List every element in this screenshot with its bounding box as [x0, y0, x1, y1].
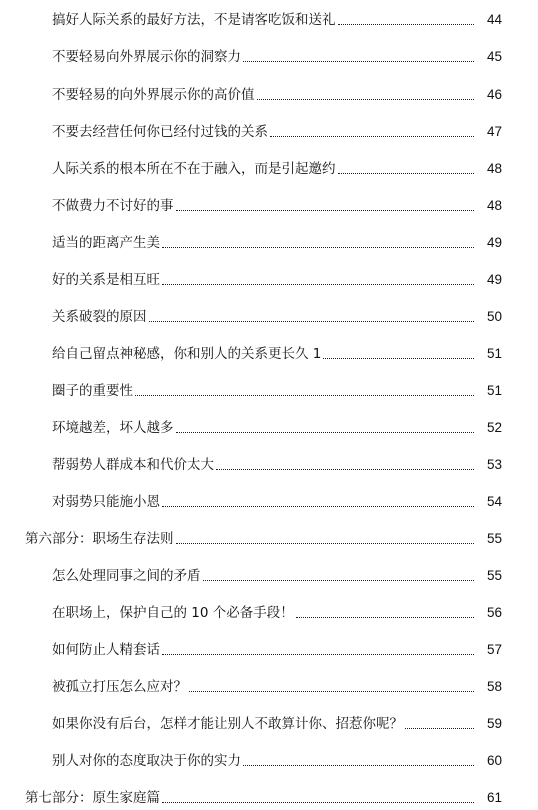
toc-dot-leader — [323, 358, 474, 359]
toc-entry-page: 59 — [486, 716, 502, 731]
toc-entry[interactable] — [0, 190, 538, 214]
toc-entry-title: 环境越差，坏人越多 — [52, 420, 174, 436]
toc-entry[interactable] — [0, 301, 538, 325]
toc-entry-page: 55 — [486, 531, 502, 546]
toc-entry[interactable] — [0, 449, 538, 473]
toc-entry[interactable] — [0, 264, 538, 288]
toc-dot-leader — [296, 617, 474, 618]
toc-dot-leader — [203, 580, 475, 581]
toc-entry[interactable] — [0, 634, 538, 658]
toc-entry-page: 46 — [486, 87, 502, 102]
toc-entry-title: 不做费力不讨好的事 — [52, 198, 174, 214]
toc-entry[interactable] — [0, 597, 538, 621]
toc-part-heading[interactable] — [0, 782, 538, 806]
toc-dot-leader — [135, 395, 474, 396]
toc-entry-title: 帮弱势人群成本和代价太大 — [52, 457, 214, 473]
toc-entry-page: 56 — [486, 605, 502, 620]
toc-entry[interactable] — [0, 412, 538, 436]
toc-dot-leader — [149, 321, 475, 322]
toc-entry-page: 52 — [486, 420, 502, 435]
toc-dot-leader — [243, 61, 474, 62]
toc-entry-title: 如果你没有后台，怎样才能让别人不敢算计你、招惹你呢？ — [52, 716, 403, 732]
toc-entry-page: 61 — [486, 790, 502, 805]
toc-dot-leader — [243, 765, 474, 766]
toc-entry-title: 关系破裂的原因 — [52, 309, 147, 325]
toc-entry-title: 第六部分：职场生存法则 — [25, 531, 174, 547]
toc-entry-title: 怎么处理同事之间的矛盾 — [52, 568, 201, 584]
toc-dot-leader — [162, 247, 474, 248]
toc-entry-title: 不要去经营任何你已经付过钱的关系 — [52, 124, 268, 140]
toc-entry[interactable] — [0, 227, 538, 251]
toc-entry-title: 不要轻易的向外界展示你的高价值 — [52, 87, 255, 103]
toc-entry[interactable] — [0, 560, 538, 584]
toc-dot-leader — [338, 173, 475, 174]
toc-entry-title: 适当的距离产生美 — [52, 235, 160, 251]
toc-dot-leader — [189, 691, 474, 692]
toc-dot-leader — [162, 654, 474, 655]
toc-entry[interactable] — [0, 41, 538, 65]
toc-entry-page: 49 — [486, 272, 502, 287]
toc-entry-page: 54 — [486, 494, 502, 509]
toc-entry[interactable] — [0, 4, 538, 28]
toc-entry-page: 48 — [486, 161, 502, 176]
toc-entry-page: 57 — [486, 642, 502, 657]
toc-entry-title: 对弱势只能施小恩 — [52, 494, 160, 510]
toc-dot-leader — [176, 432, 475, 433]
toc-entry-page: 53 — [486, 457, 502, 472]
toc-entry-title: 搞好人际关系的最好方法，不是请客吃饭和送礼 — [52, 12, 336, 28]
toc-dot-leader — [162, 506, 474, 507]
toc-dot-leader — [270, 136, 474, 137]
toc-entry-page: 58 — [486, 679, 502, 694]
toc-entry-title: 第七部分：原生家庭篇 — [25, 790, 160, 806]
toc-dot-leader — [216, 469, 474, 470]
toc-entry-title: 给自己留点神秘感，你和别人的关系更长久 1 — [52, 346, 322, 362]
toc-dot-leader — [338, 24, 475, 25]
toc-entry[interactable] — [0, 153, 538, 177]
toc-entry[interactable] — [0, 708, 538, 732]
toc-entry[interactable] — [0, 671, 538, 695]
toc-entry[interactable] — [0, 116, 538, 140]
toc-entry-page: 51 — [486, 346, 502, 361]
toc-entry-title: 圈子的重要性 — [52, 383, 133, 399]
toc-entry-page: 45 — [486, 49, 502, 64]
toc-entry-title: 人际关系的根本所在不在于融入，而是引起邀约 — [52, 161, 336, 177]
toc-dot-leader — [176, 210, 475, 211]
toc-entry-title: 别人对你的态度取决于你的实力 — [52, 753, 241, 769]
toc-entry[interactable] — [0, 375, 538, 399]
toc-entry-page: 47 — [486, 124, 502, 139]
toc-entry-title: 好的关系是相互旺 — [52, 272, 160, 288]
toc-entry-page: 55 — [486, 568, 502, 583]
toc-entry[interactable] — [0, 745, 538, 769]
toc-dot-leader — [162, 284, 474, 285]
toc-entry-page: 51 — [486, 383, 502, 398]
toc-entry-page: 48 — [486, 198, 502, 213]
toc-entry-title: 被孤立打压怎么应对？ — [52, 679, 187, 695]
toc-dot-leader — [257, 99, 475, 100]
toc-entry[interactable] — [0, 338, 538, 362]
toc-entry-title: 在职场上，保护自己的 10 个必备手段！ — [52, 605, 294, 621]
toc-dot-leader — [162, 802, 474, 803]
toc-entry-page: 49 — [486, 235, 502, 250]
toc-entry-page: 60 — [486, 753, 502, 768]
toc-entry-title: 如何防止人精套话 — [52, 642, 160, 658]
toc-entry[interactable] — [0, 486, 538, 510]
toc-entry-page: 50 — [486, 309, 502, 324]
toc-entry-title: 不要轻易向外界展示你的洞察力 — [52, 49, 241, 65]
toc-entry-page: 44 — [486, 12, 502, 27]
toc-part-heading[interactable] — [0, 523, 538, 547]
toc-dot-leader — [176, 543, 475, 544]
toc-entry[interactable] — [0, 79, 538, 103]
toc-dot-leader — [405, 728, 474, 729]
